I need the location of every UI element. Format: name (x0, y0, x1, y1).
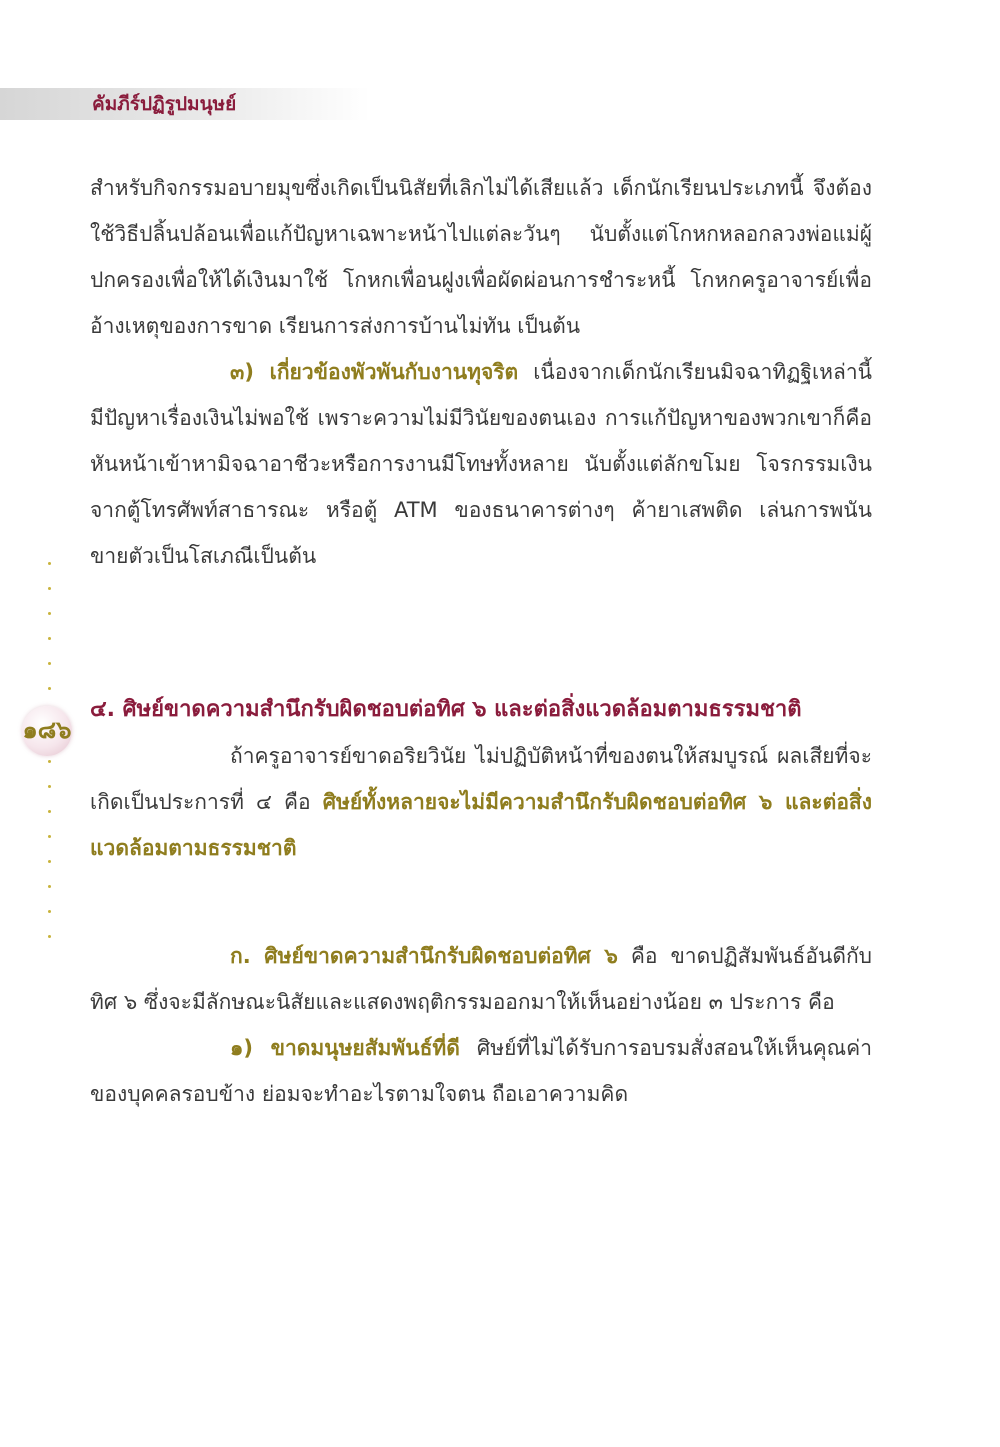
book-title: คัมภีร์ปฏิรูปมนุษย์ (92, 93, 237, 115)
page-number: ๑๘๖ (22, 716, 72, 744)
spacer (90, 579, 872, 629)
dot (48, 860, 51, 863)
dot (48, 562, 51, 565)
subheading: ๓) เกี่ยวข้องพัวพันกับงานทุจริต (230, 360, 519, 384)
dot (48, 687, 51, 690)
paragraph-text: ศิษย์ที่ไม่ได้รับการอบรมสั่งสอนให้เห็นคุณค่าของบุคคลรอบข้าง ย่อมจะทำอะไรตามใจตน ถือเอาความคิด (90, 1036, 873, 1106)
dot (48, 612, 51, 615)
dot (48, 835, 51, 838)
section-heading: ๔. ศิษย์ขาดความสำนึกรับผิดชอบต่อทิศ ๖ และต่อสิ่งแวดล้อมตามธรรมชาติ (90, 697, 802, 722)
margin-dots-bottom (46, 760, 52, 960)
paragraph (90, 1025, 872, 1117)
dot (48, 810, 51, 813)
dot (48, 587, 51, 590)
dot (48, 935, 51, 938)
paragraph-text: คือ ขาดปฏิสัมพันธ์อันดีกับทิศ ๖ ซึ่งจะมีลักษณะนิสัยและแสดงพฤติกรรมออกมาให้เห็นอย่างน้อย ๓ ประการ คือ (90, 944, 872, 1014)
dot (48, 885, 51, 888)
dot (48, 637, 51, 640)
dot (48, 910, 51, 913)
spacer (90, 629, 872, 687)
paragraph-text: สำหรับกิจกรรมอบายมุขซึ่งเกิดเป็นนิสัยที่เลิกไม่ได้เสียแล้ว เด็กนักเรียนประเภทนี้ จึงต้องใช้วิธีปลิ้นปล้อนเพื่อแก้ปัญหาเฉพาะหน้าไปแต่ละวันๆ นับตั้งแต่โกหกหลอกลวงพ่อแม่ผู้ปกครองเพื่อให้ได้เงินมาใช้ โกหกเพื่อนฝูงเพื่อผัดผ่อนการชำระหนี้ โกหกครูอาจารย์เพื่ออ้างเหตุของการขาด เรียนการส่งการบ้านไม่ทัน เป็นต้น (90, 176, 872, 338)
paragraph-text: เนื่องจากเด็กนักเรียนมิจฉาทิฏฐิเหล่านี้ มีปัญหาเรื่องเงินไม่พอใช้ เพราะความไม่มีวินัยของตนเอง การแก้ปัญหาของพวกเขาก็คือ หันหน้าเข้าหามิจฉาอาชีวะหรือการงานมีโทษทั้งหลาย นับตั้งแต่ลักขโมย โจรกรรมเงินจากตู้โทรศัพท์สาธารณะ หรือตู้ ATM ของธนาคารต่างๆ ค้ายาเสพติด เล่นการพนัน ขายตัวเป็นโสเภณีเป็นต้น (90, 360, 872, 568)
page-content (90, 165, 872, 1117)
paragraph (90, 165, 872, 349)
subheading: ๑) ขาดมนุษยสัมพันธ์ที่ดี (230, 1036, 460, 1060)
subheading: ก. ศิษย์ขาดความสำนึกรับผิดชอบต่อทิศ ๖ (230, 944, 618, 968)
dot (48, 785, 51, 788)
spacer (90, 871, 872, 921)
paragraph (90, 349, 872, 579)
paragraph-text: ถ้าครูอาจารย์ขาดอริยวินัย ไม่ปฏิบัติหน้าที่ของตนให้สมบูรณ์ ผลเสียที่จะเกิดเป็นประการที่ ๔ คือ (90, 744, 872, 814)
paragraph (90, 733, 872, 871)
margin-dots-top (46, 562, 52, 712)
dot (48, 662, 51, 665)
highlight-text: ศิษย์ทั้งหลายจะไม่มีความสำนึกรับผิดชอบต่อทิศ ๖ และต่อสิ่งแวดล้อมตามธรรมชาติ (90, 790, 872, 860)
spacer (90, 921, 872, 933)
dot (48, 760, 51, 763)
paragraph (90, 933, 872, 1025)
